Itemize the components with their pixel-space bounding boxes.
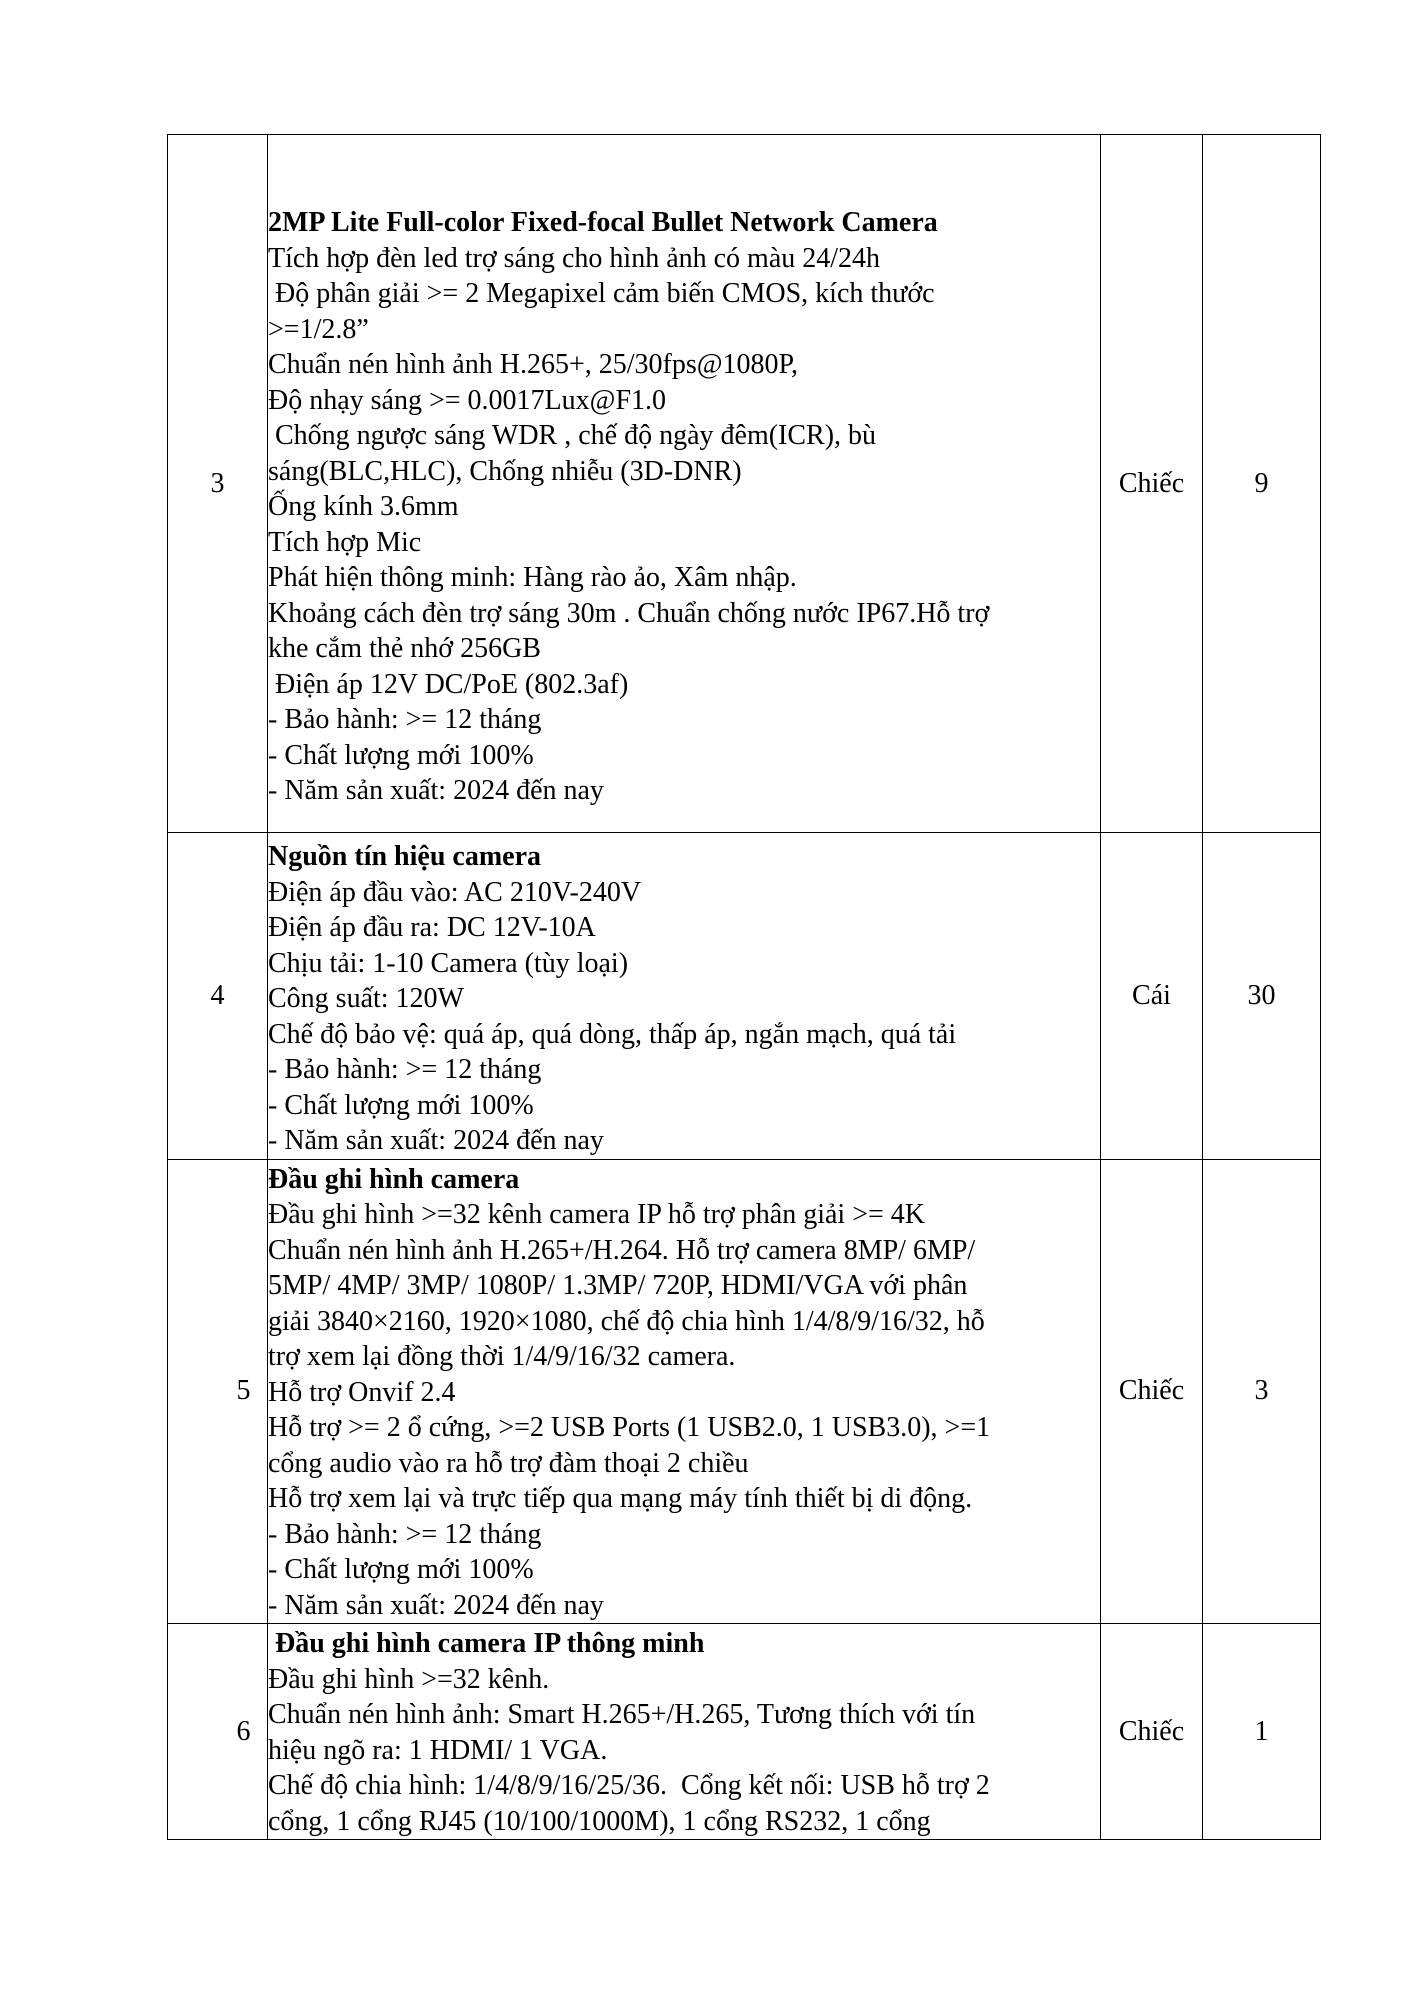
- unit-cell: Chiếc: [1101, 1159, 1203, 1624]
- item-title: Nguồn tín hiệu camera: [268, 841, 541, 872]
- table-row: [168, 1624, 1321, 1840]
- spec-line: Chuẩn nén hình ảnh H.265+/H.264. Hỗ trợ camera 8MP/ 6MP/: [268, 1234, 976, 1266]
- item-title: Đầu ghi hình camera IP thông minh: [268, 1628, 705, 1659]
- table-row: [168, 135, 1321, 833]
- quantity-cell: 3: [1203, 1159, 1321, 1624]
- spec-line: Chống ngược sáng WDR , chế độ ngày đêm(ICR), bù: [268, 420, 877, 452]
- quantity-cell: 9: [1203, 135, 1321, 833]
- spec-line: >=1/2.8”: [268, 313, 369, 345]
- spec-line: - Chất lượng mới 100%: [268, 1089, 534, 1121]
- spec-line: Chế độ chia hình: 1/4/8/9/16/25/36. Cổng kết nối: USB hỗ trợ 2: [268, 1770, 990, 1801]
- spec-line: Chế độ bảo vệ: quá áp, quá dòng, thấp áp, ngắn mạch, quá tải: [268, 1018, 957, 1050]
- spec-line: - Năm sản xuất: 2024 đến nay: [268, 775, 604, 807]
- unit-cell: Chiếc: [1101, 135, 1203, 833]
- spec-line: hiệu ngõ ra: 1 HDMI/ 1 VGA.: [268, 1734, 608, 1766]
- spec-line: Chuẩn nén hình ảnh H.265+, 25/30fps@1080P,: [268, 349, 799, 381]
- spec-line: sáng(BLC,HLC), Chống nhiễu (3D-DNR): [268, 455, 742, 487]
- item-description: [268, 135, 1101, 833]
- table-row: [168, 833, 1321, 1160]
- spec-line: Công suất: 120W: [268, 983, 464, 1014]
- spec-line: Phát hiện thông minh: Hàng rào ảo, Xâm nhập.: [268, 562, 797, 594]
- spec-line: Tích hợp đèn led trợ sáng cho hình ảnh có màu 24/24h: [268, 242, 881, 274]
- spec-line: Ống kính 3.6mm: [268, 491, 459, 523]
- spec-line: - Năm sản xuất: 2024 đến nay: [268, 1589, 604, 1621]
- spec-line: - Chất lượng mới 100%: [268, 739, 534, 771]
- unit-cell: Cái: [1101, 833, 1203, 1160]
- item-description: [268, 1159, 1101, 1624]
- item-title: Đầu ghi hình camera: [268, 1163, 520, 1195]
- row-number: 6: [168, 1624, 268, 1840]
- spec-line: - Bảo hành: >= 12 tháng: [268, 1054, 542, 1085]
- spec-line: Chuẩn nén hình ảnh: Smart H.265+/H.265, Tương thích với tín: [268, 1699, 976, 1730]
- spec-line: giải 3840×2160, 1920×1080, chế độ chia hình 1/4/8/9/16/32, hỗ: [268, 1305, 985, 1337]
- spec-line: Chịu tải: 1-10 Camera (tùy loại): [268, 947, 629, 979]
- spec-line: Điện áp đầu vào: AC 210V-240V: [268, 876, 642, 908]
- spec-line: Hỗ trợ >= 2 ổ cứng, >=2 USB Ports (1 USB2.0, 1 USB3.0), >=1: [268, 1412, 991, 1443]
- spec-line: - Bảo hành: >= 12 tháng: [268, 1518, 542, 1550]
- spec-line: cổng, 1 cổng RJ45 (10/100/1000M), 1 cổng RS232, 1 cổng: [268, 1805, 931, 1837]
- unit-cell: Chiếc: [1101, 1624, 1203, 1840]
- spec-line: 5MP/ 4MP/ 3MP/ 1080P/ 1.3MP/ 720P, HDMI/VGA với phân: [268, 1270, 968, 1301]
- spec-line: Khoảng cách đèn trợ sáng 30m . Chuẩn chống nước IP67.Hỗ trợ: [268, 597, 990, 629]
- spec-line: - Bảo hành: >= 12 tháng: [268, 704, 542, 736]
- spec-line: Đầu ghi hình >=32 kênh.: [268, 1663, 550, 1695]
- spec-line: Tích hợp Mic: [268, 526, 422, 558]
- spec-line: Điện áp 12V DC/PoE (802.3af): [268, 668, 629, 700]
- spec-line: Hỗ trợ xem lại và trực tiếp qua mạng máy tính thiết bị di động.: [268, 1483, 973, 1514]
- equipment-spec-table: [167, 134, 1321, 1840]
- item-description: [268, 833, 1101, 1160]
- item-description: [268, 1624, 1101, 1840]
- row-number: 3: [168, 135, 268, 833]
- spec-line: Hỗ trợ Onvif 2.4: [268, 1376, 456, 1408]
- quantity-cell: 1: [1203, 1624, 1321, 1840]
- spec-line: khe cắm thẻ nhớ 256GB: [268, 633, 541, 665]
- row-number: 4: [168, 833, 268, 1160]
- quantity-cell: 30: [1203, 833, 1321, 1160]
- spec-line: cổng audio vào ra hỗ trợ đàm thoại 2 chiều: [268, 1447, 749, 1479]
- spec-line: Độ nhạy sáng >= 0.0017Lux@F1.0: [268, 384, 667, 416]
- spec-line: Điện áp đầu ra: DC 12V-10A: [268, 912, 596, 943]
- item-title: 2MP Lite Full-color Fixed-focal Bullet Network Camera: [268, 207, 938, 239]
- spec-line: - Năm sản xuất: 2024 đến nay: [268, 1125, 604, 1156]
- spec-line: Đầu ghi hình >=32 kênh camera IP hỗ trợ phân giải >= 4K: [268, 1199, 926, 1230]
- spec-line: - Chất lượng mới 100%: [268, 1554, 534, 1585]
- spec-line: trợ xem lại đồng thời 1/4/9/16/32 camera.: [268, 1341, 736, 1372]
- row-number: 5: [168, 1159, 268, 1624]
- table-row: [168, 1159, 1321, 1624]
- spec-line: Độ phân giải >= 2 Megapixel cảm biến CMOS, kích thước: [268, 278, 935, 310]
